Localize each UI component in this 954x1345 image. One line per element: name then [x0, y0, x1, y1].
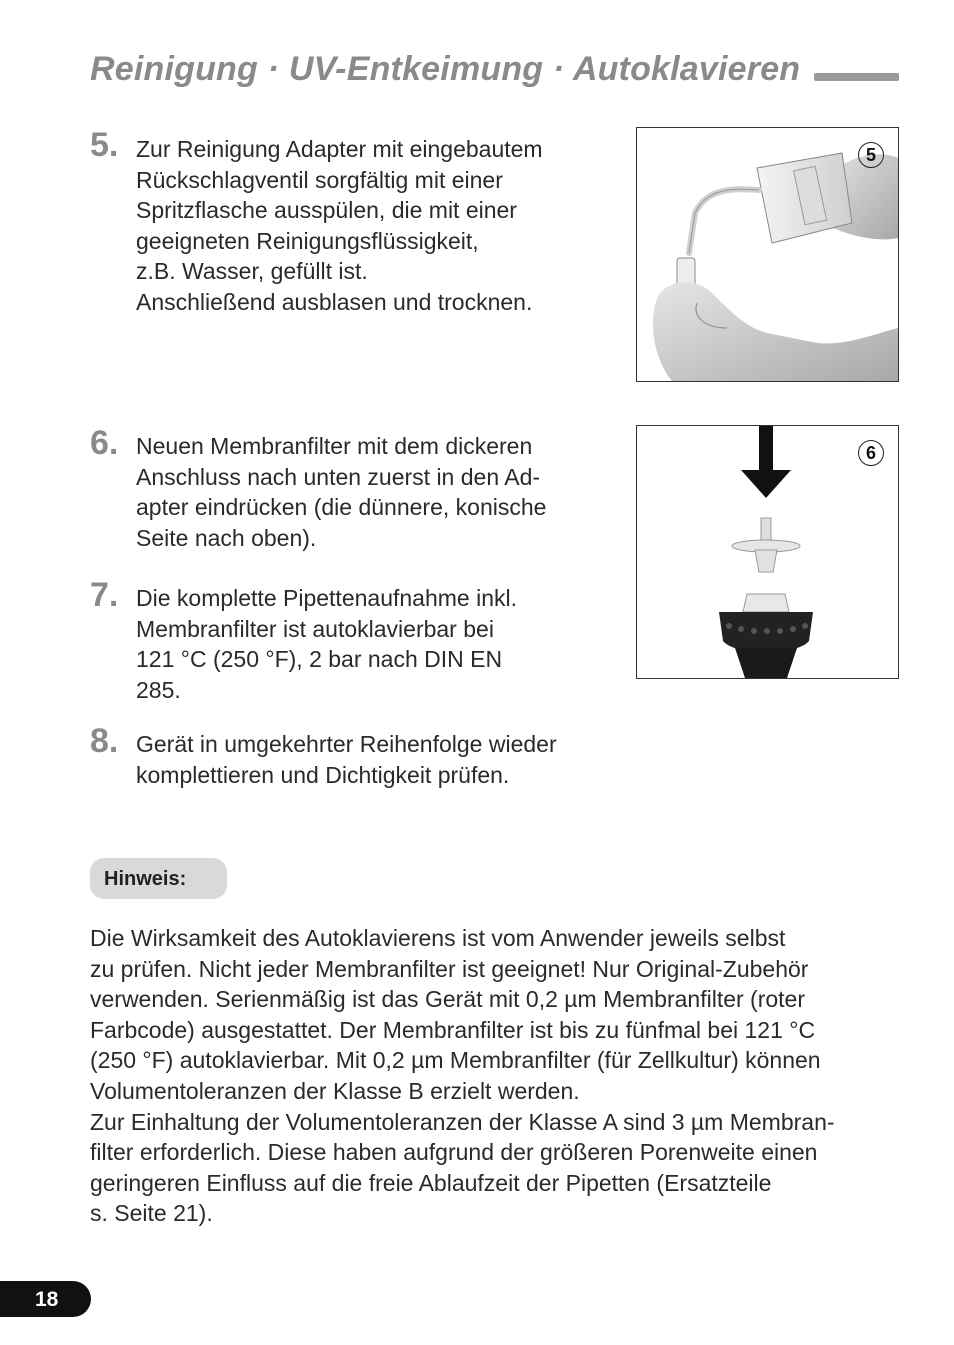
note-line: zu prüfen. Nicht jeder Membranfilter ist geeignet! Nur Original-Zubehör — [90, 955, 809, 982]
step-number-5: 5. — [90, 126, 119, 164]
note-heading: Hinweis: — [104, 868, 187, 890]
step-text-5 — [136, 134, 543, 318]
step-5-line: Anschließend ausblasen und trocknen. — [136, 288, 533, 315]
step-number-6: 6. — [90, 424, 119, 462]
figure-label-5: 5 — [858, 142, 884, 168]
step-7-line: Die komplette Pipettenaufnahme inkl. — [136, 585, 517, 611]
membrane-filter-insertion-photo-icon — [637, 426, 898, 678]
note-line: s. Seite 21). — [90, 1200, 213, 1227]
page-number: 18 — [35, 1288, 59, 1311]
figure-5 — [636, 127, 899, 382]
note-line: Zur Einhaltung der Volumentoleranzen der Klasse A sind 3 µm Membran- — [90, 1108, 835, 1135]
wash-bottle-rinsing-adapter-photo-icon — [637, 128, 898, 381]
note-line: verwenden. Serienmäßig ist das Gerät mit 0,2 µm Membranfilter (roter — [90, 986, 805, 1013]
step-8-line: Gerät in umgekehrter Reihenfolge wieder — [136, 731, 557, 757]
step-6-line: Neuen Membranfilter mit dem dickeren — [136, 433, 533, 459]
step-6-line: Anschluss nach unten zuerst in den Ad- — [136, 463, 541, 490]
note-text — [90, 923, 835, 1229]
page-title: Reinigung · UV-Entkeimung · Autoklavieren — [90, 50, 801, 88]
step-5-line: Zur Reinigung Adapter mit eingebautem — [136, 136, 543, 162]
step-5-line: Spritzflasche ausspülen, die mit einer — [136, 197, 517, 224]
step-number-7: 7. — [90, 576, 119, 614]
step-6-line: apter eindrücken (die dünnere, konische — [136, 494, 547, 521]
note-badge — [90, 858, 227, 899]
step-7-line: 285. — [136, 676, 181, 703]
figure-6 — [636, 425, 899, 679]
note-line: (250 °F) autoklavierbar. Mit 0,2 µm Membranfilter (für Zellkultur) können — [90, 1047, 821, 1074]
step-7-line: 121 °C (250 °F), 2 bar nach DIN EN — [136, 646, 503, 673]
page-number-tab — [0, 1281, 91, 1317]
note-line: Farbcode) ausgestattet. Der Membranfilter ist bis zu fünfmal bei 121 °C — [90, 1016, 816, 1043]
step-5-line: geeigneten Reinigungsflüssigkeit, — [136, 227, 479, 254]
step-text-8 — [136, 729, 557, 790]
step-number-8: 8. — [90, 722, 119, 760]
note-line: Volumentoleranzen der Klasse B erzielt werden. — [90, 1077, 580, 1104]
step-text-7 — [136, 583, 517, 705]
step-5-line: Rückschlagventil sorgfältig mit einer — [136, 166, 503, 193]
figure-label-6: 6 — [858, 440, 884, 466]
note-line: filter erforderlich. Diese haben aufgrund der größeren Porenweite einen — [90, 1139, 818, 1166]
step-7-line: Membranfilter ist autoklavierbar bei — [136, 615, 494, 642]
step-6-line: Seite nach oben). — [136, 524, 317, 551]
note-line: geringeren Einfluss auf die freie Ablaufzeit der Pipetten (Ersatzteile — [90, 1169, 772, 1196]
step-8-line: komplettieren und Dichtigkeit prüfen. — [136, 761, 510, 788]
note-line: Die Wirksamkeit des Autoklavierens ist vom Anwender jeweils selbst — [90, 925, 786, 951]
title-rule — [814, 73, 899, 81]
step-5-line: z.B. Wasser, gefüllt ist. — [136, 258, 368, 285]
step-text-6 — [136, 431, 546, 553]
